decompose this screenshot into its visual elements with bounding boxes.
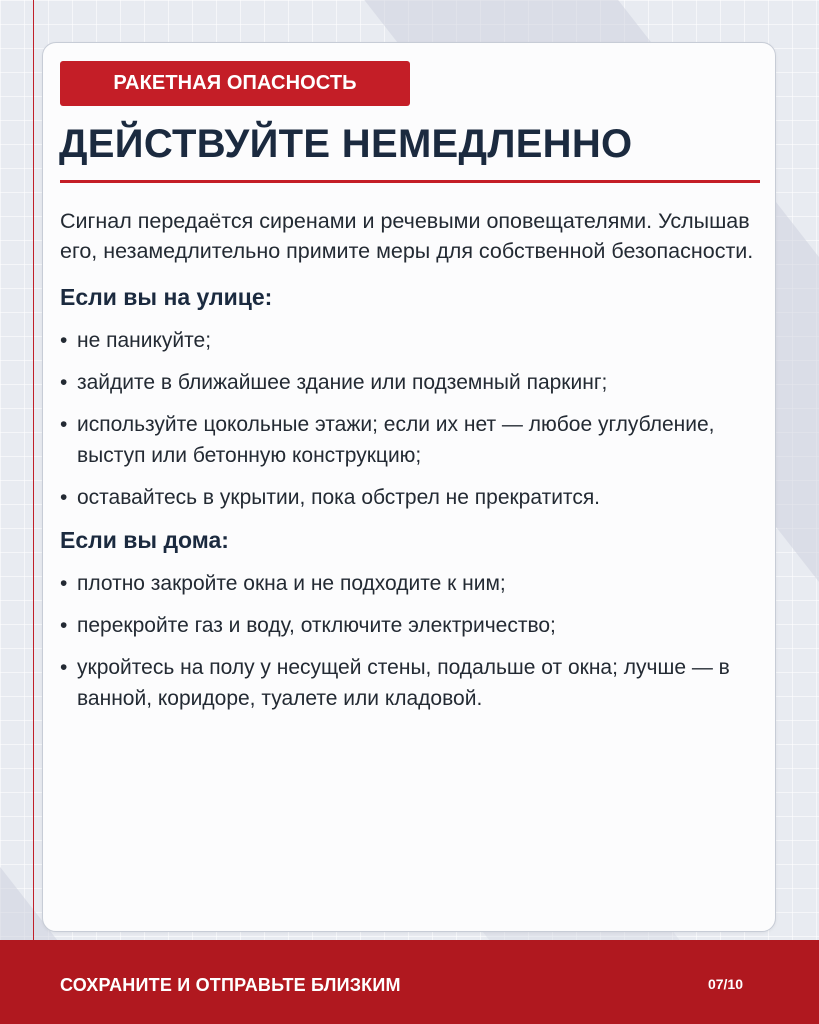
outdoor-list	[60, 325, 770, 513]
bullet: •	[60, 371, 68, 394]
alert-badge: РАКЕТНАЯ ОПАСНОСТЬ	[60, 61, 410, 106]
bullet: •	[60, 572, 68, 595]
instructions	[60, 206, 770, 725]
bullet: •	[60, 656, 68, 679]
list-item	[60, 482, 770, 513]
intro-text: Сигнал передаётся сиренами и речевыми оповещателями. Услышав его, незамедлительно примите меры для собственной безопасности.	[60, 209, 754, 263]
list-item-text: оставайтесь в укрытии, пока обстрел не прекратится.	[77, 486, 601, 509]
list-item-text: используйте цокольные этажи; если их нет — любое углубление, выступ или бетонную конструкцию;	[77, 413, 715, 467]
list-item	[60, 325, 770, 356]
list-item-text: укройтесь на полу у несущей стены, подальше от окна; лучше — в ванной, коридоре, туалете или кладовой.	[77, 656, 730, 710]
home-list	[60, 568, 770, 714]
bullet: •	[60, 614, 68, 637]
red-vertical-line	[33, 0, 34, 940]
list-item-text: плотно закройте окна и не подходите к ним;	[77, 572, 506, 595]
list-item	[60, 409, 770, 471]
list-item	[60, 367, 770, 398]
bullet: •	[60, 329, 68, 352]
bullet: •	[60, 413, 68, 436]
list-item	[60, 652, 770, 714]
list-item	[60, 568, 770, 599]
list-item-text: перекройте газ и воду, отключите электричество;	[77, 614, 556, 637]
section-heading-outdoor: Если вы на улице:	[60, 284, 273, 310]
title-underline	[60, 180, 760, 183]
footer-share-text: СОХРАНИТЕ И ОТПРАВЬТЕ БЛИЗКИМ	[60, 975, 401, 995]
list-item-text: не паникуйте;	[77, 329, 212, 352]
list-item	[60, 610, 770, 641]
list-item-text: зайдите в ближайшее здание или подземный паркинг;	[77, 371, 608, 394]
page-title: ДЕЙСТВУЙТЕ НЕМЕДЛЕННО	[59, 122, 633, 166]
page-number: 07/10	[707, 976, 743, 992]
bullet: •	[60, 486, 68, 509]
section-heading-home: Если вы дома:	[60, 527, 229, 553]
